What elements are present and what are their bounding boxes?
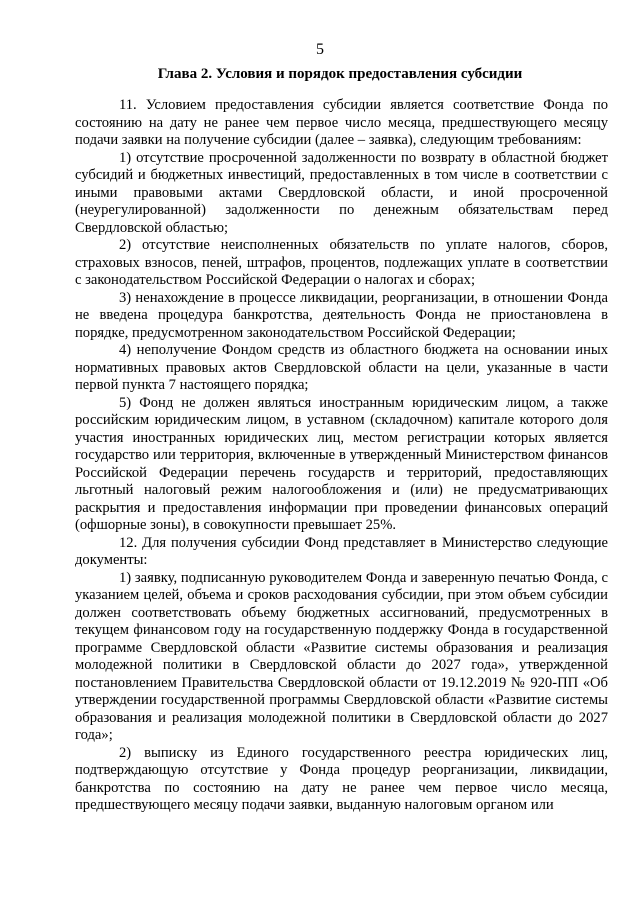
chapter-title: Глава 2. Условия и порядок предоставления субсидии xyxy=(157,66,523,82)
document-body xyxy=(75,97,608,815)
paragraph-requirement-2: 2) отсутствие неисполненных обязательств по уплате налогов, сборов, страховых взносов, пеней, штрафов, процентов, подлежащих уплате в соответствии с законодательством Российской Федерации о налогах и сборах; xyxy=(75,237,608,288)
paragraph-document-2: 2) выписку из Единого государственного реестра юридических лиц, подтверждающую отсутствие у Фонда процедур реорганизации, ликвидации, банкротства по состоянию на дату не ранее чем первое число месяца, предшествующего месяцу подачи заявки, выданную налоговым органом или xyxy=(75,744,608,813)
page-number: 5 xyxy=(316,41,324,58)
paragraph-document-1: 1) заявку, подписанную руководителем Фонда и заверенную печатью Фонда, с указанием целей, объема и сроков расходования субсидии, при этом объем субсидии должен соответствовать объему бюджетных ассигнований, предусмотренных в текущем финансовом году на государственную поддержку Фонда в государственной программе Свердловской области «Развитие системы образования и реализация молодежной политики в Свердловской области до 2027 года», утвержденной постановлением Правительства Свердловской области от 19.12.2019 № 920-ПП «Об утверждении государственной программы Свердловской области «Развитие системы образования и реализация молодежной политики в Свердловской области до 2027 года»; xyxy=(75,569,608,743)
paragraph-clause-12: 12. Для получения субсидии Фонд представляет в Министерство следующие документы: xyxy=(75,534,608,568)
paragraph-clause-11: 11. Условием предоставления субсидии является соответствие Фонда по состоянию на дату не ранее чем первое число месяца, предшествующего месяцу подачи заявки на получение субсидии (далее – заявка), следующим требованиям: xyxy=(75,97,608,148)
paragraph-requirement-1: 1) отсутствие просроченной задолженности по возврату в областной бюджет субсидий и бюджетных инвестиций, предоставленных в том числе в соответствии с иными правовыми актами Свердловской области, и иной просроченной (неурегулированной) задолженности по денежным обязательствам перед Свердловской областью; xyxy=(75,149,608,236)
paragraph-requirement-3: 3) ненахождение в процессе ликвидации, реорганизации, в отношении Фонда не введена процедура банкротства, деятельность Фонда не приостановлена в порядке, предусмотренном законодательством Российской Федерации; xyxy=(75,289,608,341)
paragraph-requirement-5: 5) Фонд не должен являться иностранным юридическим лицом, а также российским юридическим лицом, в уставном (складочном) капитале которого доля участия иностранных юридических лиц, местом регистрации которых является государство или территория, включенные в утвержденный Министерством финансов Российской Федерации перечень государств и территорий, предоставляющих льготный налоговый режим налогообложения и (или) не предусматривающих раскрытия и предоставления информации при проведении финансовых операций (офшорные зоны), в совокупности превышает 25%. xyxy=(75,394,608,533)
paragraph-requirement-4: 4) неполучение Фондом средств из областного бюджета на основании иных нормативных правовых актов Свердловской области на цели, указанные в части первой пункта 7 настоящего порядка; xyxy=(75,342,608,393)
